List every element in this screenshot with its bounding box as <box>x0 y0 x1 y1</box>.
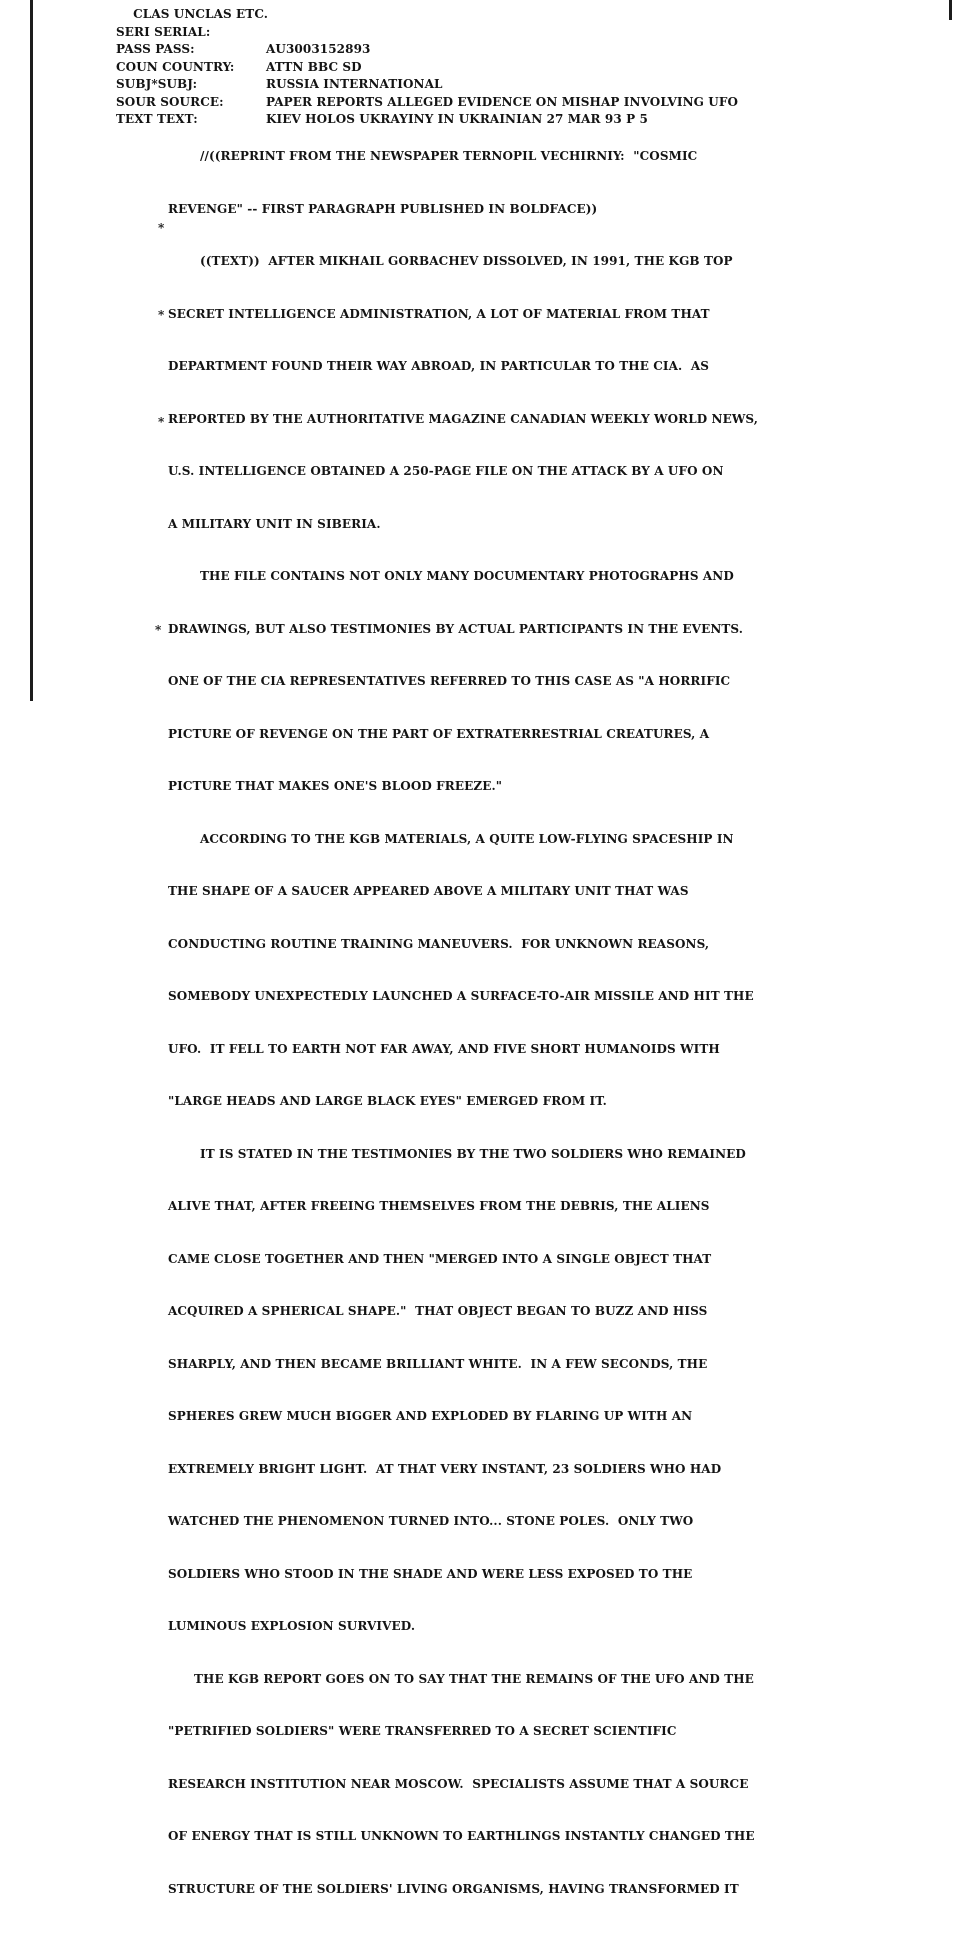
body-line: IT IS STATED IN THE TESTIMONIES BY THE TWO SOLDIERS WHO REMAINED <box>200 1146 746 1161</box>
header-top-cut-text: CLAS UNCLAS ETC. <box>133 6 269 21</box>
body-line: CAME CLOSE TOGETHER AND THEN "MERGED INTO A SINGLE OBJECT THAT <box>168 1251 712 1266</box>
body-line: "LARGE HEADS AND LARGE BLACK EYES" EMERGED FROM IT. <box>168 1094 607 1108</box>
header-value-serial: AU3003152893 <box>266 42 371 56</box>
body-line: DEPARTMENT FOUND THEIR WAY ABROAD, IN PARTICULAR TO THE CIA. AS <box>168 359 710 373</box>
body-line: A MILITARY UNIT IN SIBERIA. <box>168 516 381 531</box>
body-line: THE FILE CONTAINS NOT ONLY MANY DOCUMENTARY PHOTOGRAPHS AND <box>200 569 734 583</box>
right-edge-rule <box>949 0 952 20</box>
body-line: REVENGE" -- FIRST PARAGRAPH PUBLISHED IN BOLDFACE)) <box>168 201 598 216</box>
body-line: ALIVE THAT, AFTER FREEING THEMSELVES FROM THE DEBRIS, THE ALIENS <box>168 1199 710 1213</box>
header-value-source: KIEV HOLOS UKRAYINY IN UKRAINIAN 27 MAR 93 P 5 <box>266 112 648 126</box>
header-label-serial: SERI SERIAL: <box>116 24 211 39</box>
body-line: "PETRIFIED SOLDIERS" WERE TRANSFERRED TO A SECRET SCIENTIFIC <box>168 1724 677 1738</box>
header-value-pass: ATTN BBC SD <box>266 59 362 74</box>
margin-asterisk: * <box>158 308 165 322</box>
body-line: STRUCTURE OF THE SOLDIERS' LIVING ORGANISMS, HAVING TRANSFORMED IT <box>168 1881 739 1896</box>
header-label-source: SOUR SOURCE: <box>116 94 224 109</box>
body-line: THE KGB REPORT GOES ON TO SAY THAT THE REMAINS OF THE UFO AND THE <box>194 1671 754 1686</box>
body-line: OF ENERGY THAT IS STILL UNKNOWN TO EARTHLINGS INSTANTLY CHANGED THE <box>168 1829 755 1843</box>
body-line: SHARPLY, AND THEN BECAME BRILLIANT WHITE. IN A FEW SECONDS, THE <box>168 1356 708 1371</box>
body-line: WATCHED THE PHENOMENON TURNED INTO... STONE POLES. ONLY TWO <box>168 1514 694 1528</box>
header-value-country: RUSSIA INTERNATIONAL <box>266 77 443 91</box>
body-line: PICTURE THAT MAKES ONE'S BLOOD FREEZE." <box>168 779 503 793</box>
body-line: EXTREMELY BRIGHT LIGHT. AT THAT VERY INSTANT, 23 SOLDIERS WHO HAD <box>168 1461 722 1476</box>
body-line: //((REPRINT FROM THE NEWSPAPER TERNOPIL VECHIRNIY: "COSMIC <box>200 149 698 163</box>
body-line: THE SHAPE OF A SAUCER APPEARED ABOVE A MILITARY UNIT THAT WAS <box>168 884 689 898</box>
body-line: SECRET INTELLIGENCE ADMINISTRATION, A LOT OF MATERIAL FROM THAT <box>168 306 710 321</box>
body-line: SOLDIERS WHO STOOD IN THE SHADE AND WERE LESS EXPOSED TO THE <box>168 1566 693 1581</box>
body-line: CONDUCTING ROUTINE TRAINING MANEUVERS. FOR UNKNOWN REASONS, <box>168 936 710 951</box>
body-line: LUMINOUS EXPLOSION SURVIVED. <box>168 1619 416 1633</box>
body-line: SOMEBODY UNEXPECTEDLY LAUNCHED A SURFACE-TO-AIR MISSILE AND HIT THE <box>168 989 754 1003</box>
body-line: UFO. IT FELL TO EARTH NOT FAR AWAY, AND FIVE SHORT HUMANOIDS WITH <box>168 1041 720 1056</box>
margin-asterisk: * <box>158 221 165 235</box>
margin-asterisk: * <box>155 623 162 637</box>
body-line: ACCORDING TO THE KGB MATERIALS, A QUITE LOW-FLYING SPACESHIP IN <box>200 831 734 846</box>
left-margin-rule <box>30 0 33 701</box>
body-text <box>168 113 888 1933</box>
body-line: RESEARCH INSTITUTION NEAR MOSCOW. SPECIALISTS ASSUME THAT A SOURCE <box>168 1776 749 1791</box>
body-line: PICTURE OF REVENGE ON THE PART OF EXTRATERRESTRIAL CREATURES, A <box>168 726 710 741</box>
body-line: ((TEXT)) AFTER MIKHAIL GORBACHEV DISSOLVED, IN 1991, THE KGB TOP <box>200 254 733 268</box>
body-line: ONE OF THE CIA REPRESENTATIVES REFERRED TO THIS CASE AS "A HORRIFIC <box>168 674 731 688</box>
header-value-subject: PAPER REPORTS ALLEGED EVIDENCE ON MISHAP INVOLVING UFO <box>266 94 739 109</box>
margin-asterisk: * <box>158 415 165 429</box>
body-line: U.S. INTELLIGENCE OBTAINED A 250-PAGE FILE ON THE ATTACK BY A UFO ON <box>168 464 724 478</box>
header-label-country: COUN COUNTRY: <box>116 59 235 74</box>
header-label-subject: SUBJ*SUBJ: <box>116 77 198 91</box>
body-line: DRAWINGS, BUT ALSO TESTIMONIES BY ACTUAL PARTICIPANTS IN THE EVENTS. <box>168 621 744 636</box>
header-label-pass: PASS PASS: <box>116 42 195 56</box>
body-line: ACQUIRED A SPHERICAL SHAPE." THAT OBJECT BEGAN TO BUZZ AND HISS <box>168 1304 708 1318</box>
body-line: SPHERES GREW MUCH BIGGER AND EXPLODED BY FLARING UP WITH AN <box>168 1409 693 1423</box>
body-line: REPORTED BY THE AUTHORITATIVE MAGAZINE CANADIAN WEEKLY WORLD NEWS, <box>168 411 759 426</box>
header-label-text: TEXT TEXT: <box>116 112 198 126</box>
